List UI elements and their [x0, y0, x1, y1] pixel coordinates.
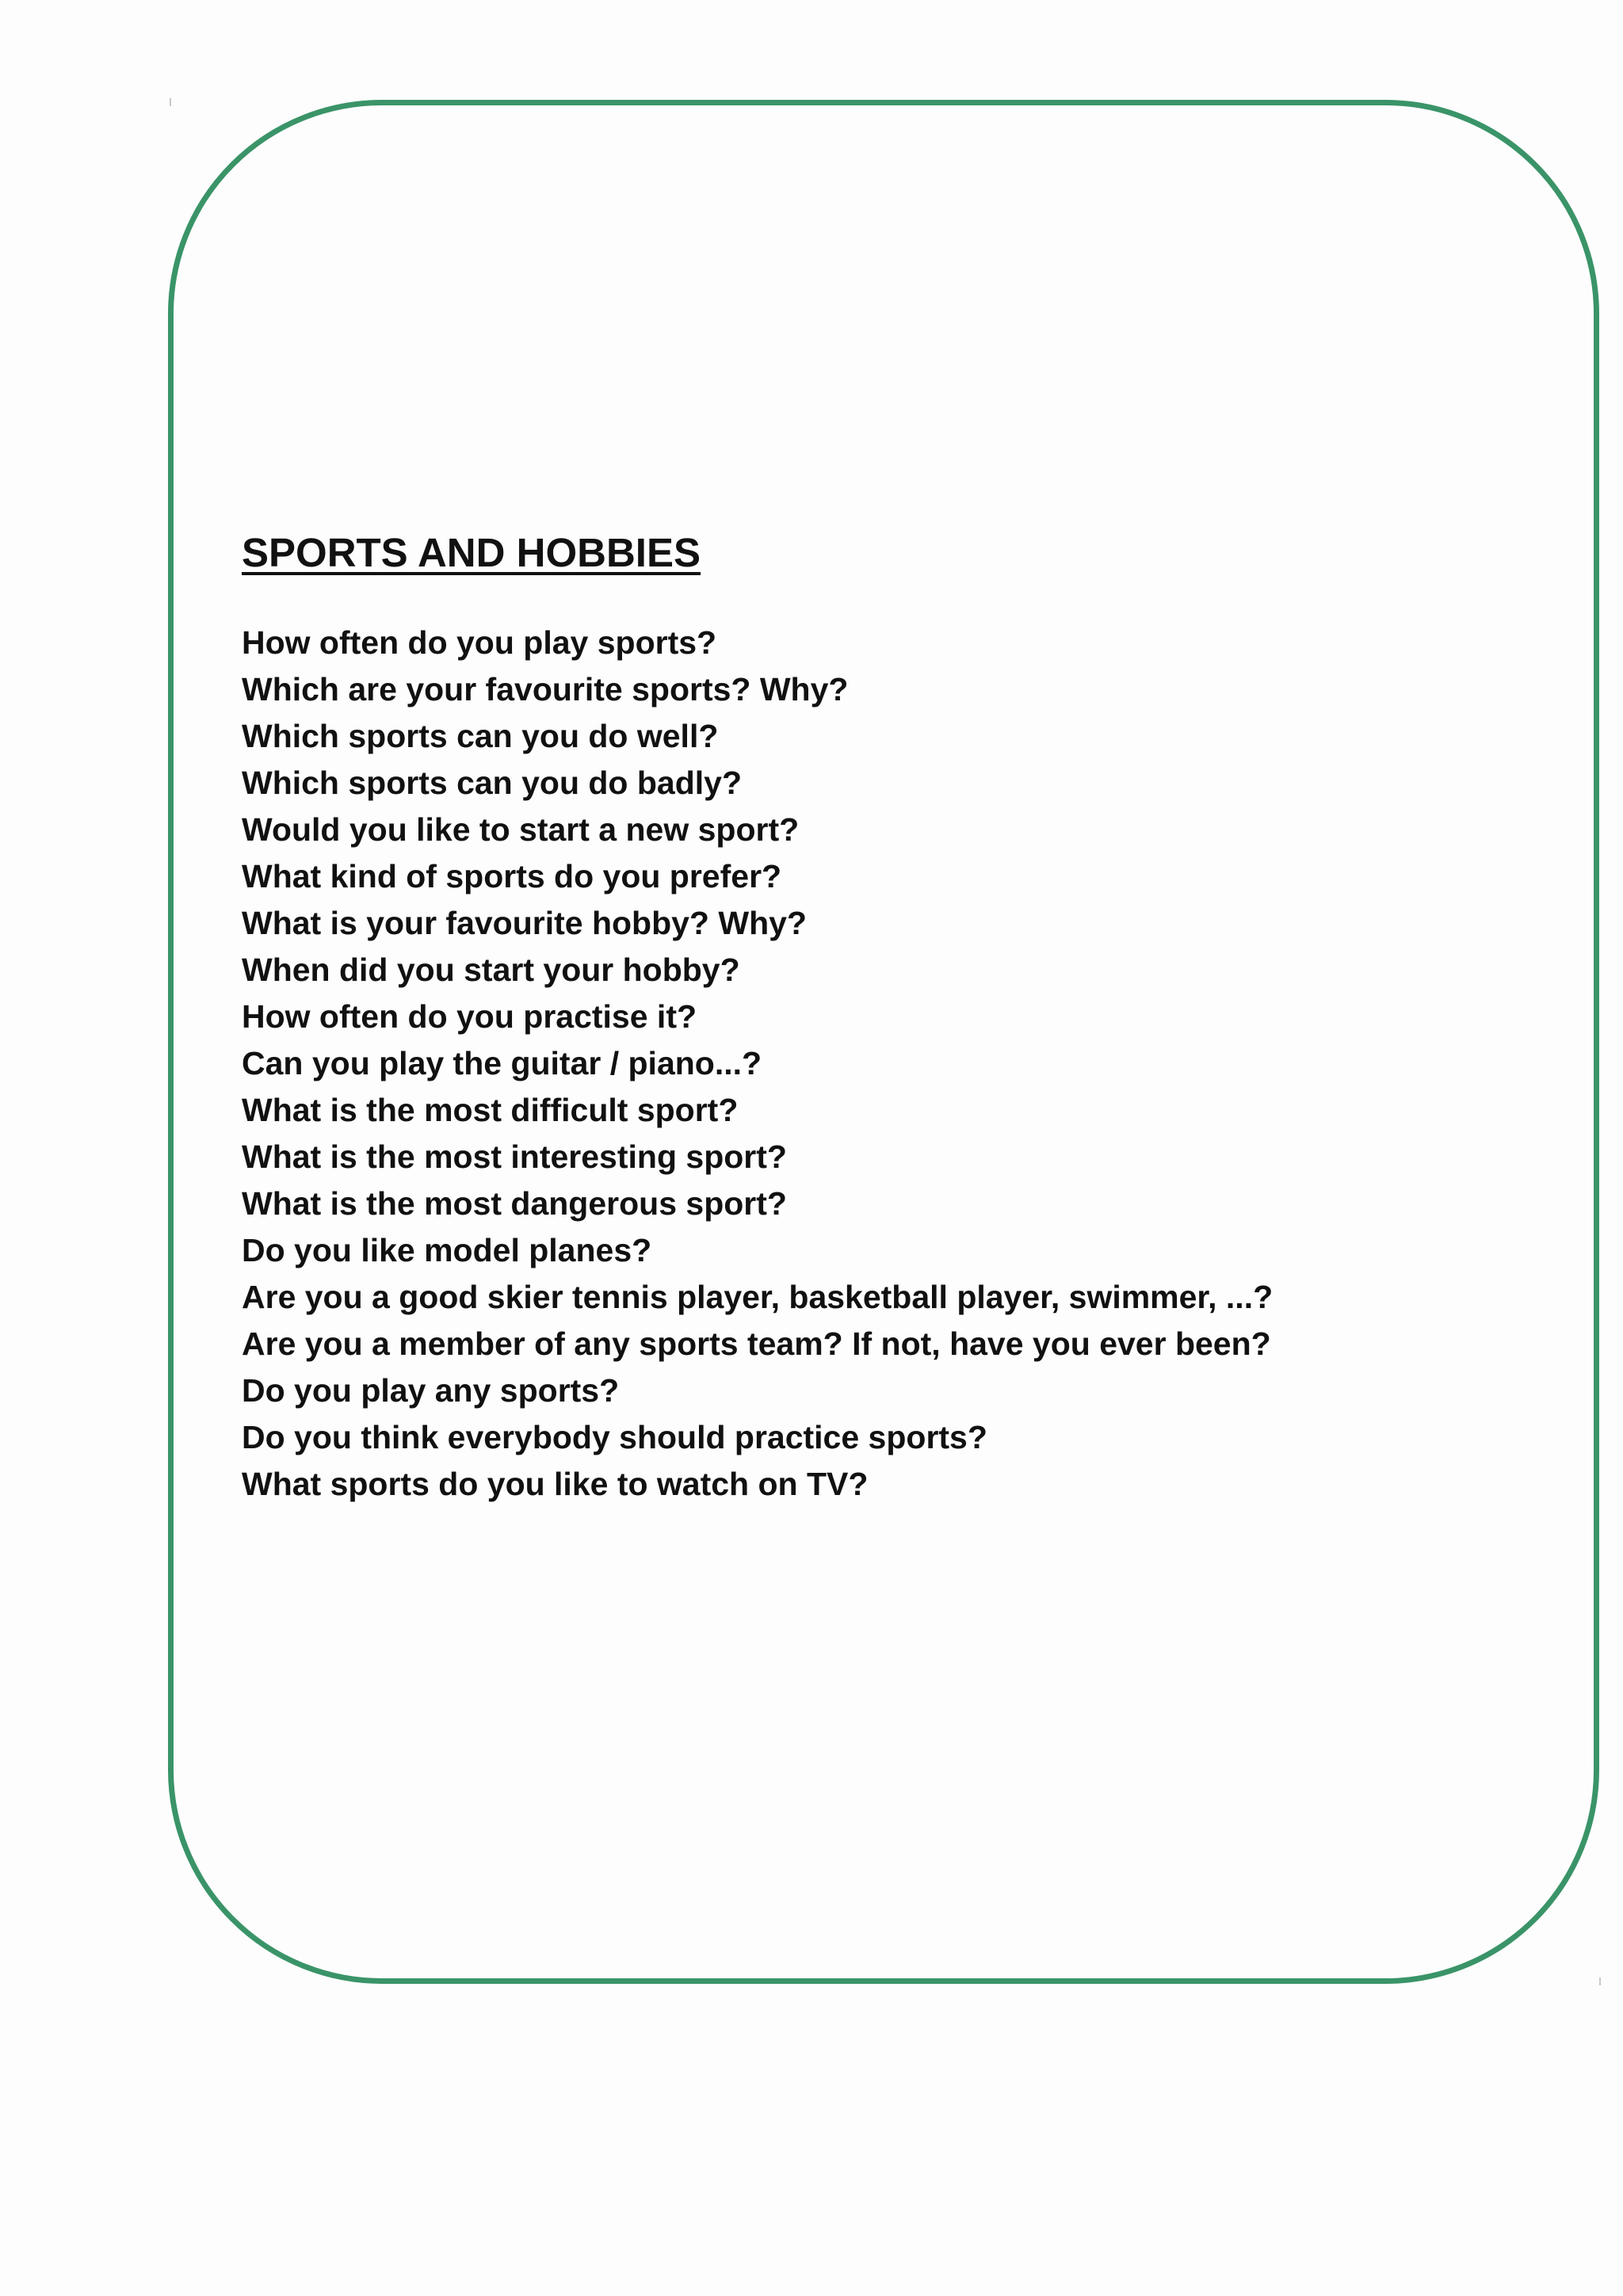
question-item: When did you start your hobby?	[242, 952, 740, 988]
question-item: Would you like to start a new sport?	[242, 811, 800, 848]
question-item: How often do you play sports?	[242, 624, 717, 661]
scan-mark-top-left	[170, 98, 171, 106]
question-item: What is your favourite hobby? Why?	[242, 905, 807, 941]
question-item: Can you play the guitar / piano...?	[242, 1045, 762, 1081]
question-item: Do you like model planes?	[242, 1232, 652, 1268]
question-item: Which sports can you do badly?	[242, 765, 742, 801]
question-item: How often do you practise it?	[242, 998, 697, 1035]
question-item: What is the most difficult sport?	[242, 1092, 739, 1128]
question-item: Are you a good skier tennis player, basketball player, swimmer, ...?	[242, 1279, 1274, 1315]
question-item: What is the most interesting sport?	[242, 1138, 787, 1175]
worksheet-content	[242, 526, 1549, 1508]
question-item: Which sports can you do well?	[242, 718, 719, 754]
question-item: Do you play any sports?	[242, 1372, 620, 1409]
question-item: Do you think everybody should practice sports?	[242, 1419, 987, 1455]
question-item: Are you a member of any sports team? If not, have you ever been?	[242, 1325, 1271, 1362]
question-item: What kind of sports do you prefer?	[242, 858, 782, 894]
scan-mark-bottom-right	[1599, 1978, 1601, 1985]
question-list	[242, 620, 1549, 1508]
question-item: What is the most dangerous sport?	[242, 1185, 787, 1222]
question-item: Which are your favourite sports? Why?	[242, 671, 849, 707]
question-item: What sports do you like to watch on TV?	[242, 1466, 869, 1502]
worksheet-title: SPORTS AND HOBBIES	[242, 530, 701, 575]
